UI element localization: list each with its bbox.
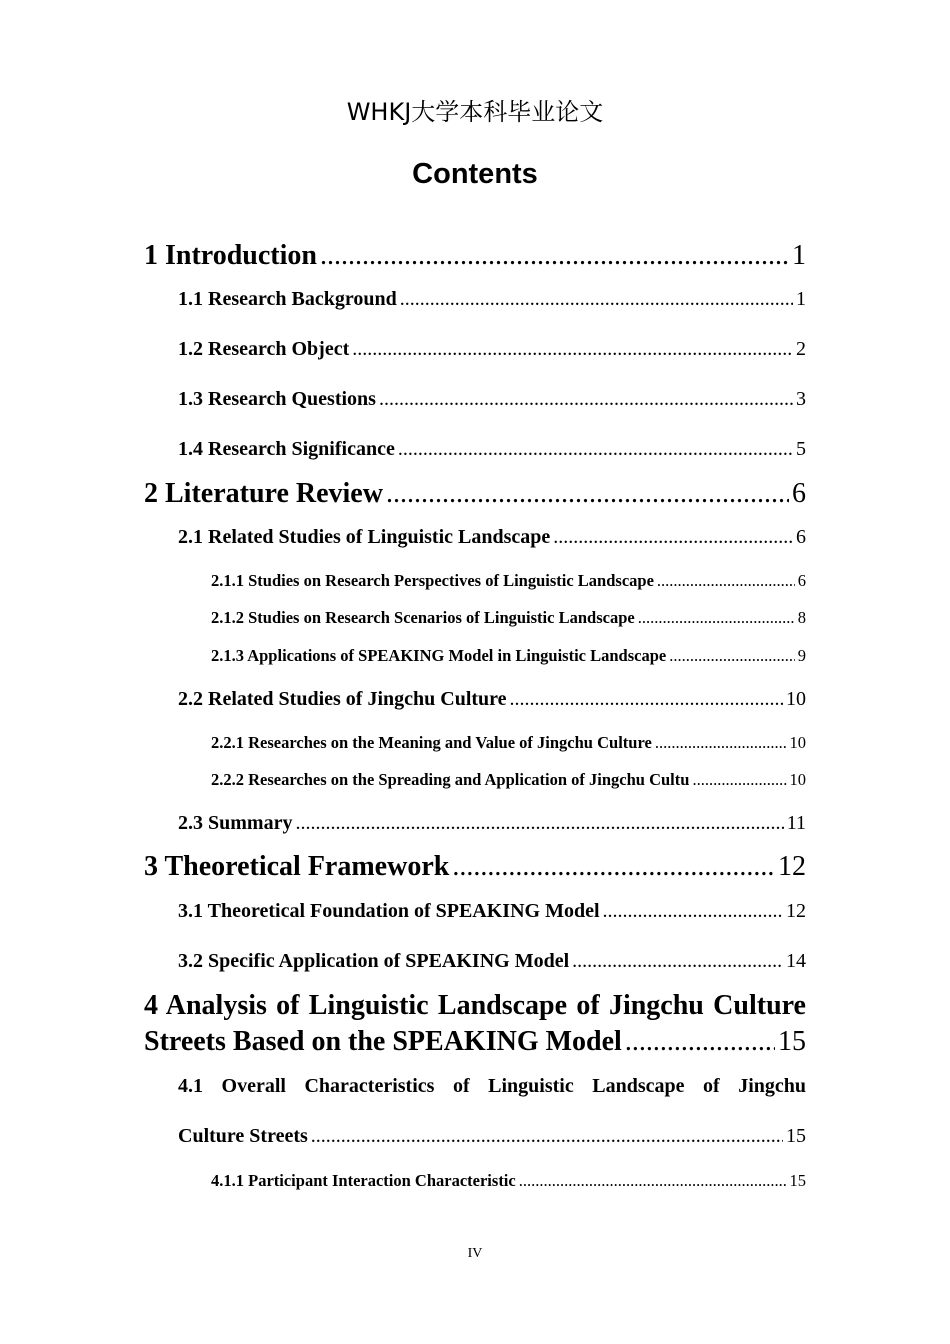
toc-label: 2.1.1 Studies on Research Perspectives of Linguistic Landscape — [211, 571, 654, 590]
toc-leader — [398, 438, 793, 461]
toc-entry-3[interactable] — [144, 851, 806, 883]
running-header: WHKJ大学本科毕业论文 — [346, 98, 604, 126]
toc-entry-2-1-1[interactable] — [211, 571, 806, 591]
toc-leader — [311, 1125, 783, 1148]
toc-label: 1 Introduction — [144, 240, 317, 271]
toc-label: 2.2 Related Studies of Jingchu Culture — [178, 688, 507, 710]
toc-entry-1-1[interactable] — [178, 288, 806, 311]
toc-page-number: 6 — [792, 478, 806, 509]
toc-leader — [295, 812, 783, 835]
toc-entry-3-1[interactable] — [178, 900, 806, 923]
toc-label: 3.1 Theoretical Foundation of SPEAKING Model — [178, 900, 600, 922]
toc-leader — [386, 478, 789, 510]
toc-page-number: 1 — [792, 240, 806, 271]
toc-label: 3 Theoretical Framework — [144, 851, 450, 882]
toc-label: 2.1 Related Studies of Linguistic Landscape — [178, 526, 551, 548]
toc-page-number: 8 — [797, 608, 806, 627]
toc-page-number: 15 — [778, 1026, 806, 1057]
toc-page-number: 10 — [786, 688, 806, 710]
toc-entry-4-1[interactable] — [178, 1075, 806, 1148]
toc-entry-2-2-2[interactable] — [211, 770, 806, 790]
toc-page-number: 6 — [797, 571, 806, 590]
toc-entry-2-1[interactable] — [178, 526, 806, 549]
toc-leader — [655, 733, 787, 753]
toc-label-line1: 4 Analysis of Linguistic Landscape of Jingchu Culture — [144, 990, 806, 1021]
toc-leader — [692, 770, 786, 790]
toc-leader — [657, 571, 795, 591]
toc-page-number: 9 — [797, 646, 806, 665]
toc-leader — [638, 608, 795, 628]
toc-page-number: 2 — [796, 338, 806, 360]
toc-label: 1.2 Research Object — [178, 338, 350, 360]
toc-label: 1.4 Research Significance — [178, 438, 395, 460]
toc-label: 4.1.1 Participant Interaction Characteristic — [211, 1171, 516, 1190]
toc-page-number: 10 — [789, 770, 806, 789]
toc-page-number: 5 — [796, 438, 806, 460]
toc-entry-4[interactable] — [144, 990, 806, 1058]
toc-entry-1-2[interactable] — [178, 338, 806, 361]
toc-label-line1: 4.1 Overall Characteristics of Linguistic Landscape of Jingchu — [178, 1075, 806, 1097]
toc-leader — [553, 526, 793, 549]
toc-page-number: 12 — [786, 900, 806, 922]
toc-page-number: 14 — [786, 950, 806, 972]
toc-entry-1-4[interactable] — [178, 438, 806, 461]
toc-entry-4-1-1[interactable] — [211, 1171, 806, 1191]
toc-page-number: 1 — [796, 288, 806, 310]
toc-leader — [352, 338, 793, 361]
toc-label: 1.1 Research Background — [178, 288, 397, 310]
toc-page-number: 10 — [789, 733, 806, 752]
toc-entry-1-3[interactable] — [178, 388, 806, 411]
toc-leader — [625, 1026, 775, 1058]
toc-label: 1.3 Research Questions — [178, 388, 376, 410]
toc-entry-2-2[interactable] — [178, 688, 806, 711]
toc-entry-2-1-2[interactable] — [211, 608, 806, 628]
toc-page-number: 6 — [796, 526, 806, 548]
toc-entry-4-line2 — [144, 1026, 806, 1058]
toc-entry-2-2-1[interactable] — [211, 733, 806, 753]
toc-leader — [400, 288, 793, 311]
toc-page-number: 15 — [786, 1125, 806, 1147]
toc-entry-1[interactable] — [144, 240, 806, 272]
toc-entry-2[interactable] — [144, 478, 806, 510]
toc-page-number: 11 — [786, 812, 806, 834]
toc-page-number: 3 — [796, 388, 806, 410]
toc-page-number: 15 — [789, 1171, 806, 1190]
toc-entry-2-1-3[interactable] — [211, 646, 806, 666]
toc-leader — [510, 688, 783, 711]
toc-label: 2.1.3 Applications of SPEAKING Model in Linguistic Landscape — [211, 646, 667, 665]
toc-entry-2-3[interactable] — [178, 812, 806, 835]
toc-label-line2: Streets Based on the SPEAKING Model — [144, 1026, 622, 1057]
toc-label: 2.2.1 Researches on the Meaning and Value of Jingchu Culture — [211, 733, 652, 752]
toc-leader — [669, 646, 795, 666]
toc-label-line2: Culture Streets — [178, 1125, 308, 1147]
page-number-footer: IV — [467, 1246, 483, 1261]
toc-label: 2.3 Summary — [178, 812, 293, 834]
toc-leader — [519, 1171, 787, 1191]
toc-label: 3.2 Specific Application of SPEAKING Model — [178, 950, 570, 972]
toc-entry-3-2[interactable] — [178, 950, 806, 973]
toc-label: 2 Literature Review — [144, 478, 383, 509]
toc-label: 2.2.2 Researches on the Spreading and Application of Jingchu Cultu — [211, 770, 690, 789]
toc-leader — [572, 950, 783, 973]
page-title: Contents — [412, 158, 538, 190]
toc-leader — [320, 240, 789, 272]
toc-leader — [452, 851, 775, 883]
toc-entry-4-1-line2 — [178, 1125, 806, 1148]
toc-page-number: 12 — [778, 851, 806, 882]
toc-leader — [379, 388, 793, 411]
toc-label: 2.1.2 Studies on Research Scenarios of Linguistic Landscape — [211, 608, 635, 627]
toc-leader — [603, 900, 783, 923]
